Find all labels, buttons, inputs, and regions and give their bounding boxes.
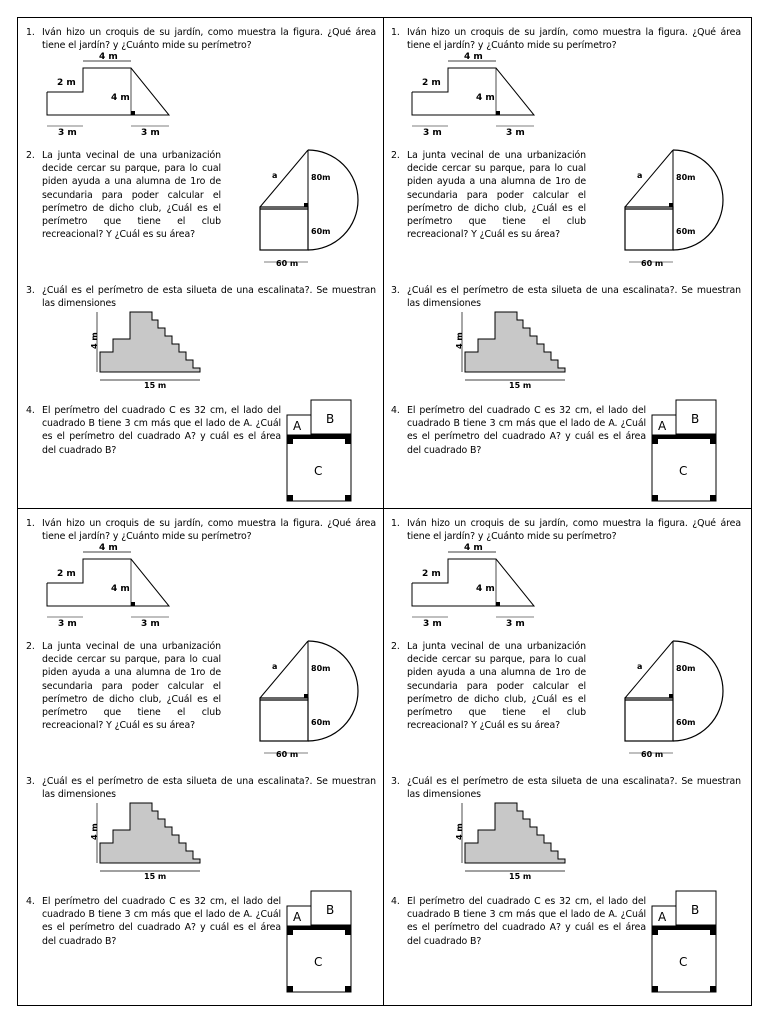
square-a-label: A <box>293 419 302 433</box>
square-c-label: C <box>314 464 323 478</box>
park-slant-label: a <box>637 171 643 180</box>
square-c-label: C <box>679 464 688 478</box>
question-text: ¿Cuál es el perímetro de esta silueta de una escalinata?. Se muestran las dimensiones <box>407 776 741 801</box>
garden-left-label: 2 m <box>422 569 441 579</box>
question-3 <box>391 284 741 310</box>
park-upper-label: 80m <box>311 664 331 673</box>
square-b-label: B <box>326 903 335 917</box>
garden-bottom-left-label: 3 m <box>58 128 77 138</box>
garden-height-label: 4 m <box>476 93 495 103</box>
garden-bottom-left-label: 3 m <box>423 128 442 138</box>
question-4 <box>391 404 646 457</box>
square-a-label: A <box>658 419 667 433</box>
question-2 <box>26 149 221 241</box>
garden-height-label: 4 m <box>476 584 495 594</box>
garden-top-label: 4 m <box>464 52 483 62</box>
question-text: ¿Cuál es el perímetro de esta silueta de una escalinata?. Se muestran las dimensiones <box>42 776 376 801</box>
question-number: 4. <box>26 405 35 416</box>
question-text: El perímetro del cuadrado C es 32 cm, el lado del cuadrado B tiene 3 cm más que el lado de A. ¿Cuál es el perímetro del cuadrado A? y cuál es el área del cuadrado B? <box>42 896 281 947</box>
park-figure <box>621 641 741 761</box>
question-text: La junta vecinal de una urbanización decide cercar su parque, para lo cual piden ayuda a una alumna de 1ro de secundaria para poder calcular el perímetro de dicho club, ¿Cuál es el perímetro que tiene el club recreacional? Y ¿Cuál es su área? <box>42 641 221 732</box>
square-c-label: C <box>679 955 688 969</box>
squares-figure <box>648 889 728 999</box>
question-4 <box>26 404 281 457</box>
stairs-height-label: 4 m <box>455 823 464 840</box>
question-3 <box>391 775 741 801</box>
garden-bottom-right-label: 3 m <box>141 619 160 629</box>
park-bottom-label: 60 m <box>276 259 299 268</box>
stairs-figure <box>451 308 601 388</box>
question-text: Iván hizo un croquis de su jardín, como muestra la figura. ¿Qué área tiene el jardín? y ¿Cuánto mide su perímetro? <box>42 518 376 543</box>
question-text: La junta vecinal de una urbanización decide cercar su parque, para lo cual piden ayuda a una alumna de 1ro de secundaria para poder calcular el perímetro de dicho club, ¿Cuál es el perímetro que tiene el club recreacional? Y ¿Cuál es su área? <box>42 150 221 241</box>
question-text: ¿Cuál es el perímetro de esta silueta de una escalinata?. Se muestran las dimensiones <box>42 285 376 310</box>
question-text: El perímetro del cuadrado C es 32 cm, el lado del cuadrado B tiene 3 cm más que el lado de A. ¿Cuál es el perímetro del cuadrado A? y cuál es el área del cuadrado B? <box>42 405 281 456</box>
worksheet-quadrant-1 <box>18 18 382 508</box>
park-slant-label: a <box>272 171 278 180</box>
garden-bottom-right-label: 3 m <box>141 128 160 138</box>
garden-figure <box>408 543 548 629</box>
square-b-label: B <box>691 903 700 917</box>
square-c-label: C <box>314 955 323 969</box>
question-4 <box>391 895 646 948</box>
squares-figure <box>283 398 363 508</box>
stairs-figure <box>86 799 236 879</box>
question-number: 3. <box>26 776 35 787</box>
stairs-width-label: 15 m <box>509 381 532 390</box>
question-3 <box>26 284 376 310</box>
garden-left-label: 2 m <box>422 78 441 88</box>
park-lower-label: 60m <box>676 227 696 236</box>
square-a-label: A <box>293 910 302 924</box>
question-1 <box>26 517 376 543</box>
question-number: 2. <box>26 641 35 652</box>
stairs-height-label: 4 m <box>90 332 99 349</box>
square-a-label: A <box>658 910 667 924</box>
question-number: 4. <box>391 896 400 907</box>
park-upper-label: 80m <box>676 173 696 182</box>
question-number: 2. <box>26 150 35 161</box>
park-slant-label: a <box>637 662 643 671</box>
park-lower-label: 60m <box>676 718 696 727</box>
garden-figure <box>43 52 183 138</box>
squares-figure <box>648 398 728 508</box>
question-text: El perímetro del cuadrado C es 32 cm, el lado del cuadrado B tiene 3 cm más que el lado de A. ¿Cuál es el perímetro del cuadrado A? y cuál es el área del cuadrado B? <box>407 896 646 947</box>
question-1 <box>391 517 741 543</box>
garden-top-label: 4 m <box>99 543 118 553</box>
question-2 <box>391 640 586 732</box>
question-number: 1. <box>26 27 35 38</box>
park-upper-label: 80m <box>311 173 331 182</box>
question-number: 2. <box>391 641 400 652</box>
worksheet-quadrant-4 <box>383 509 747 999</box>
question-number: 4. <box>26 896 35 907</box>
garden-height-label: 4 m <box>111 584 130 594</box>
park-lower-label: 60m <box>311 227 331 236</box>
park-figure <box>621 150 741 270</box>
question-text: ¿Cuál es el perímetro de esta silueta de una escalinata?. Se muestran las dimensiones <box>407 285 741 310</box>
question-number: 1. <box>391 27 400 38</box>
park-bottom-label: 60 m <box>641 750 664 759</box>
garden-bottom-right-label: 3 m <box>506 619 525 629</box>
question-text: La junta vecinal de una urbanización decide cercar su parque, para lo cual piden ayuda a una alumna de 1ro de secundaria para poder calcular el perímetro de dicho club, ¿Cuál es el perímetro que tiene el club recreacional? Y ¿Cuál es su área? <box>407 641 586 732</box>
question-1 <box>26 26 376 52</box>
question-number: 2. <box>391 150 400 161</box>
question-text: Iván hizo un croquis de su jardín, como muestra la figura. ¿Qué área tiene el jardín? y ¿Cuánto mide su perímetro? <box>407 27 741 52</box>
question-text: Iván hizo un croquis de su jardín, como muestra la figura. ¿Qué área tiene el jardín? y ¿Cuánto mide su perímetro? <box>42 27 376 52</box>
question-number: 3. <box>26 285 35 296</box>
worksheet-quadrant-3 <box>18 509 382 999</box>
square-b-label: B <box>326 412 335 426</box>
stairs-height-label: 4 m <box>90 823 99 840</box>
garden-bottom-left-label: 3 m <box>423 619 442 629</box>
question-text: La junta vecinal de una urbanización decide cercar su parque, para lo cual piden ayuda a una alumna de 1ro de secundaria para poder calcular el perímetro de dicho club, ¿Cuál es el perímetro que tiene el club recreacional? Y ¿Cuál es su área? <box>407 150 586 241</box>
garden-height-label: 4 m <box>111 93 130 103</box>
garden-top-label: 4 m <box>99 52 118 62</box>
stairs-figure <box>451 799 601 879</box>
worksheet-quadrant-2 <box>383 18 747 508</box>
square-b-label: B <box>691 412 700 426</box>
garden-left-label: 2 m <box>57 78 76 88</box>
question-2 <box>26 640 221 732</box>
question-1 <box>391 26 741 52</box>
squares-figure <box>283 889 363 999</box>
question-number: 1. <box>26 518 35 529</box>
garden-top-label: 4 m <box>464 543 483 553</box>
stairs-width-label: 15 m <box>144 872 167 881</box>
question-number: 4. <box>391 405 400 416</box>
park-upper-label: 80m <box>676 664 696 673</box>
question-2 <box>391 149 586 241</box>
stairs-figure <box>86 308 236 388</box>
park-bottom-label: 60 m <box>276 750 299 759</box>
garden-figure <box>43 543 183 629</box>
park-figure <box>256 641 376 761</box>
question-4 <box>26 895 281 948</box>
garden-figure <box>408 52 548 138</box>
question-number: 3. <box>391 285 400 296</box>
garden-bottom-left-label: 3 m <box>58 619 77 629</box>
question-text: El perímetro del cuadrado C es 32 cm, el lado del cuadrado B tiene 3 cm más que el lado de A. ¿Cuál es el perímetro del cuadrado A? y cuál es el área del cuadrado B? <box>407 405 646 456</box>
stairs-height-label: 4 m <box>455 332 464 349</box>
garden-left-label: 2 m <box>57 569 76 579</box>
park-bottom-label: 60 m <box>641 259 664 268</box>
question-number: 3. <box>391 776 400 787</box>
stairs-width-label: 15 m <box>144 381 167 390</box>
question-3 <box>26 775 376 801</box>
park-lower-label: 60m <box>311 718 331 727</box>
question-text: Iván hizo un croquis de su jardín, como muestra la figura. ¿Qué área tiene el jardín? y ¿Cuánto mide su perímetro? <box>407 518 741 543</box>
question-number: 1. <box>391 518 400 529</box>
stairs-width-label: 15 m <box>509 872 532 881</box>
garden-bottom-right-label: 3 m <box>506 128 525 138</box>
park-slant-label: a <box>272 662 278 671</box>
park-figure <box>256 150 376 270</box>
worksheet-page <box>17 17 752 1006</box>
